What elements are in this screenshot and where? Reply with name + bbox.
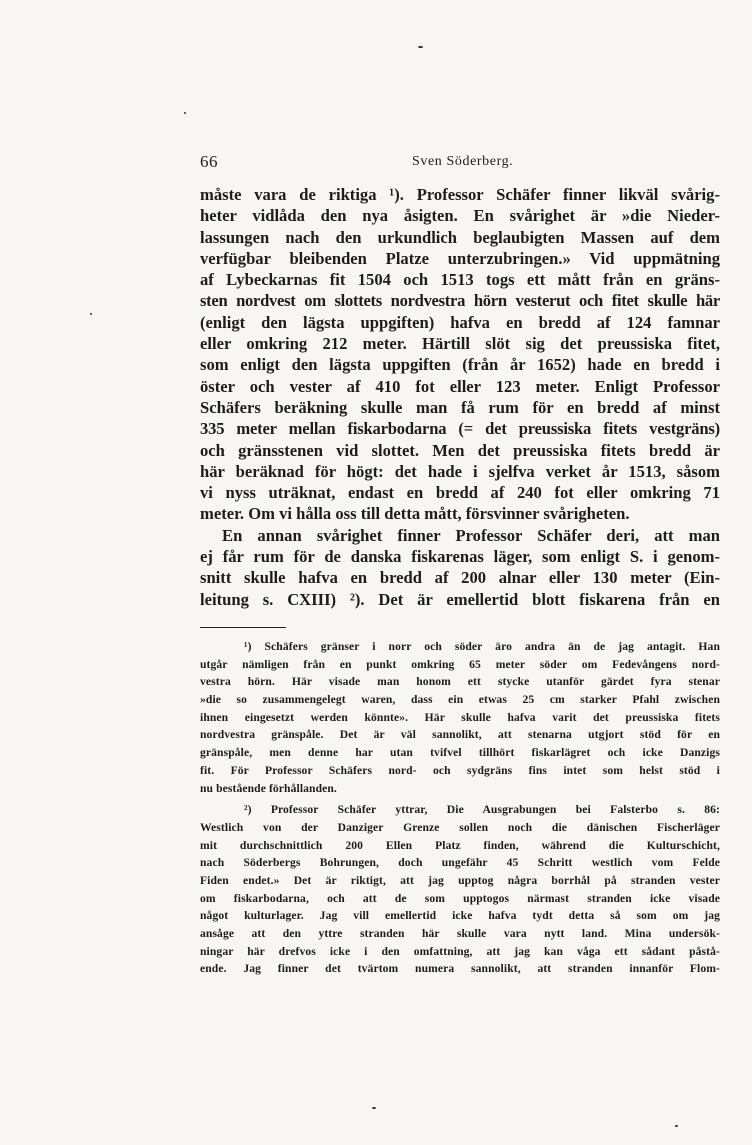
text-line: eller omkring 212 meter. Härtill slöt sig det preussiska fitet,: [200, 334, 720, 354]
text-line: lassungen nach den urkundlich beglaubigten Massen auf dem: [200, 227, 720, 247]
footnote-line: utgår nämligen från en punkt omkring 65 meter söder om Fedevångens nord-: [200, 657, 720, 671]
text-line: meter. Om vi hålla oss till detta mått, försvinner svårigheten.: [200, 504, 630, 524]
text-line: öster och vester af 410 fot eller 123 meter. Enligt Professor: [200, 376, 720, 396]
text-line: heter vidlåda den nya åsigten. En svårighet är »die Nieder-: [200, 206, 720, 226]
text-line: sten nordvest om slottets nordvestra hörn vesterut och fitet skulle här: [200, 291, 720, 311]
footnote-line: nordvestra gränspåle. Det är väl sannolikt, att stenarna utgjort stöd för en: [200, 728, 720, 742]
page-number: 66: [200, 152, 218, 171]
print-speck: [675, 1125, 678, 1127]
footnote-line: Westlich von der Danziger Grenze sollen noch die dänischen Fischerläger: [200, 820, 720, 834]
text-line: snitt skulle hafva en bredd af 200 alnar eller 130 meter (Ein-: [200, 568, 720, 588]
footnote-line: ansåge att den yttre stranden här skulle vara nytt land. Mina undersök-: [200, 927, 720, 940]
footnote-line: om fiskarbodarna, och att de som upptogos närmast stranden icke visade: [200, 891, 720, 905]
footnotes: [200, 638, 720, 978]
footnote-line: ¹) Schäfers gränser i norr och söder äro andra än de jag antagit. Han: [244, 640, 720, 653]
text-line: leitung s. CXIII) ²). Det är emellertid blott fiskarena från en: [200, 589, 720, 609]
page-header: [200, 152, 720, 174]
footnote-1: [200, 638, 720, 797]
footnote-line: något kulturlager. Jag vill emellertid icke hafva tydt detta så som om jag: [200, 909, 720, 923]
text-line: af Lybeckarnas fit 1504 och 1513 togs ett mått från en gräns-: [200, 270, 720, 290]
text-line: vi nyss uträknat, endast en bredd af 240 fot eller omkring 71: [200, 483, 720, 503]
footnote-2: [200, 801, 720, 978]
text-line: ej får rum för de danska fiskarenas läger, som enligt S. i genom-: [200, 547, 720, 567]
print-speck: [372, 1107, 376, 1109]
running-head: Sven Söderberg.: [412, 154, 514, 169]
footnote-line: ihnen eingesetzt werden könnte». Här skulle hafva varit det preussiska fitets: [200, 710, 720, 724]
text-line: 335 meter mellan fiskarbodarna (= det preussiska fitets vestgräns): [200, 419, 720, 439]
footnote-line: gränspåle, men denne har utan tvifvel tillhört fiskarlägret och icke Danzigs: [200, 746, 720, 760]
print-speck: [418, 46, 423, 48]
text-line: verfügbar bleibenden Platze unterzubringen.» Vid uppmätning: [200, 248, 720, 268]
text-line: och gränsstenen vid slottet. Men det preussiska fitets bredd är: [200, 440, 720, 460]
footnote-line: ende. Jag finner det tvärtom numera sannolikt, att stranden innanför Flom-: [200, 962, 720, 976]
footnote-line: ningar här drefvos icke i den omfattning, att jag kan våga ett sådant påstå-: [200, 944, 720, 958]
text-line: här beräknad för högt: det hade i sjelfva verket år 1513, såsom: [200, 461, 720, 481]
footnote-line: vestra hörn. Här visade man honom ett stycke utanför gärdet fyra stenar: [200, 675, 720, 689]
print-speck: [90, 313, 92, 315]
text-line: En annan svårighet finner Professor Schäfer deri, att man: [222, 525, 720, 545]
footnote-line: fit. För Professor Schäfers nord- och sydgräns fins intet som helst stöd i: [200, 763, 720, 777]
footnote-line: nach Söderbergs Bohrungen, doch ungefähr 45 Schritt westlich vom Felde: [200, 856, 720, 870]
footnote-line: nu bestående förhållanden.: [200, 781, 337, 795]
footnote-divider: [200, 627, 286, 628]
print-speck: [184, 112, 186, 114]
text-line: Schäfers beräkning skulle man få rum för en bredd af minst: [200, 397, 720, 417]
footnote-line: »die so zusammengelegt waren, dass ein etwas 25 cm starker Pfahl zwischen: [200, 693, 720, 707]
text-line: som enligt den lägsta uppgiften (från år 1652) hade en bredd i: [200, 355, 720, 375]
body-text: [200, 184, 720, 610]
text-line: (enligt den lägsta uppgiften) hafva en bredd af 124 famnar: [200, 312, 720, 332]
text-line: måste vara de riktiga ¹). Professor Schäfer finner likväl svårig-: [200, 185, 720, 204]
footnote-line: Fiden endet.» Det är riktigt, att jag upptog några borrhål på stranden vester: [200, 873, 720, 887]
footnote-line: mit durchschnittlich 200 Ellen Platz finden, während die Kulturschicht,: [200, 838, 720, 852]
footnote-line: ²) Professor Schäfer yttrar, Die Ausgrabungen bei Falsterbo s. 86:: [244, 803, 720, 817]
